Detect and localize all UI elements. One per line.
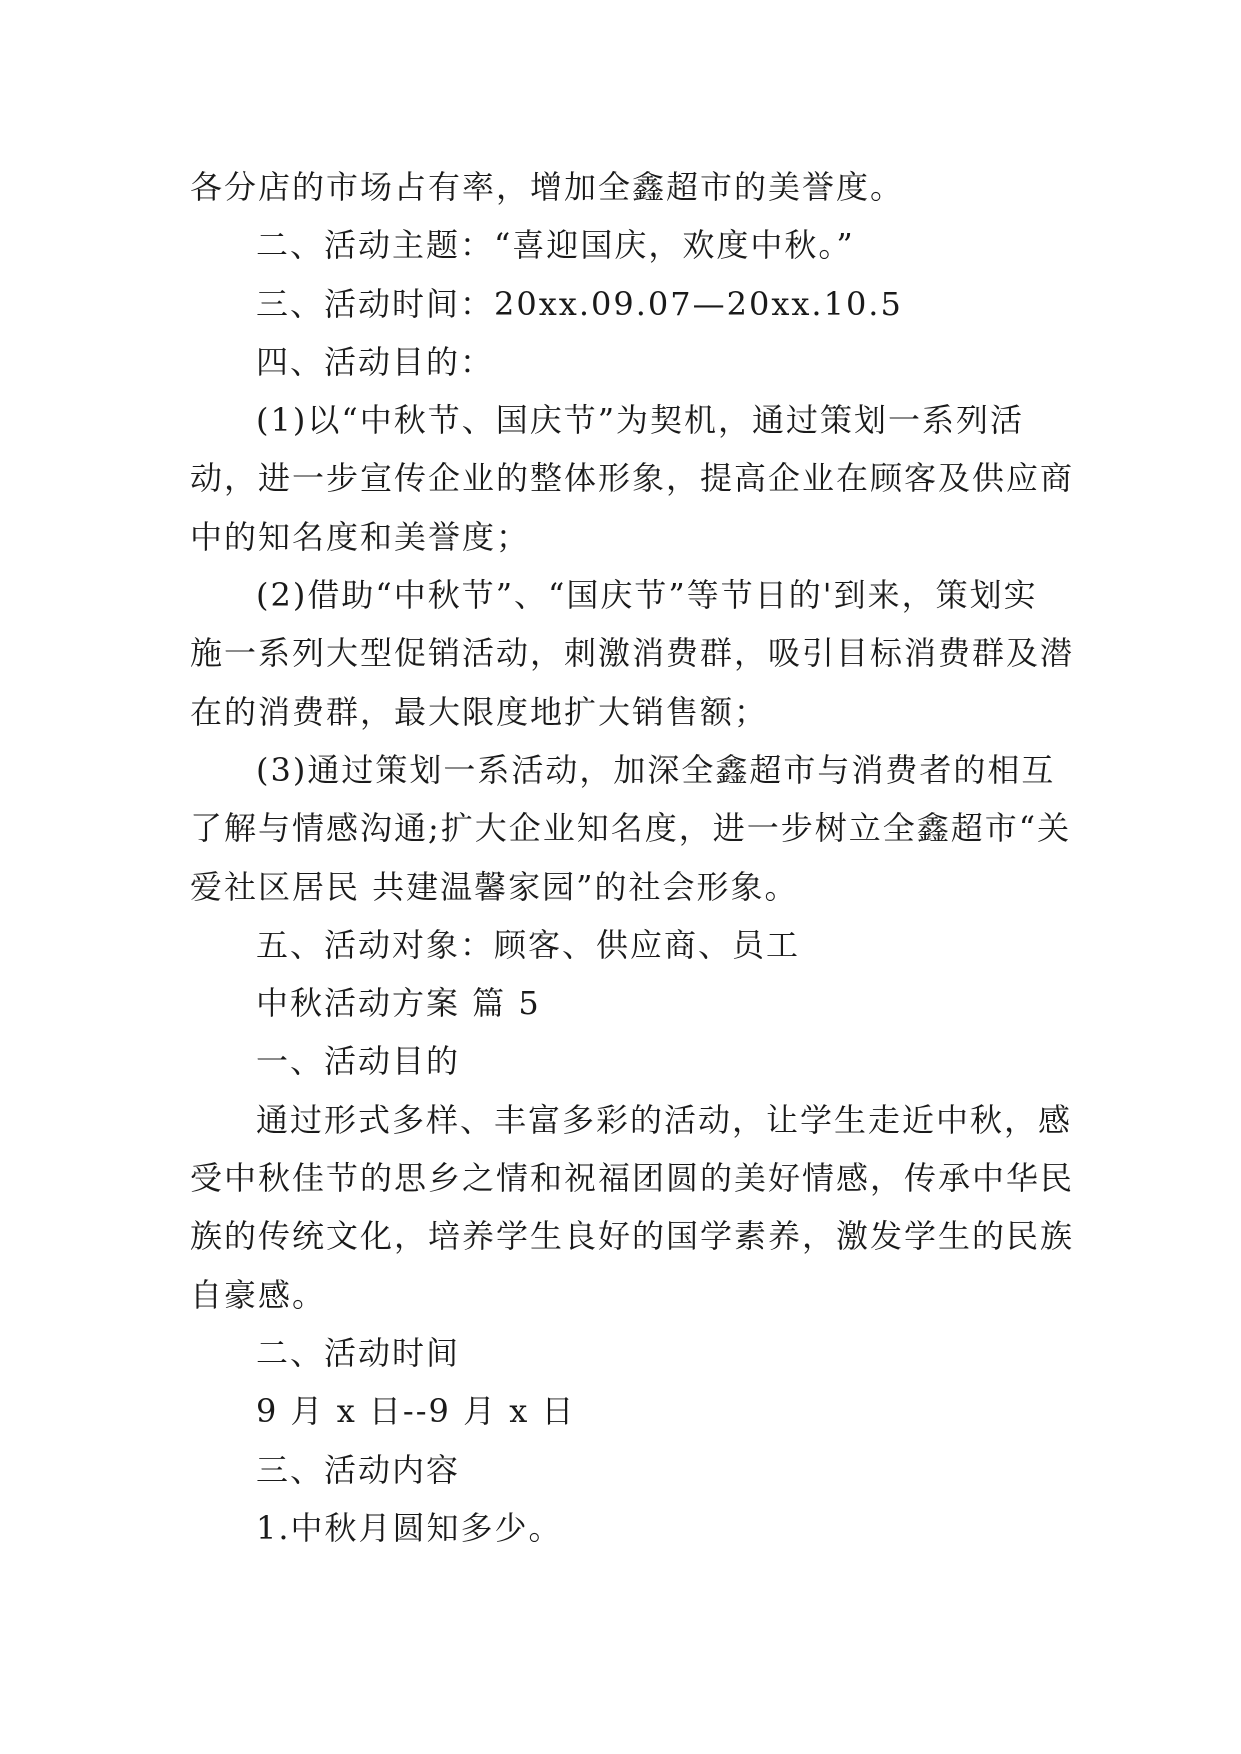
- section-heading: 中秋活动方案 篇 5: [256, 984, 541, 1023]
- text-line: 四、活动目的：: [256, 342, 495, 381]
- text-line: 中的知名度和美誉度；: [190, 517, 531, 556]
- text-line: 二、活动主题：“喜迎国庆，欢度中秋。”: [256, 226, 855, 265]
- document-body: [190, 158, 1075, 1557]
- text-line: (2)借助“中秋节”、“国庆节”等节日的'到来，策划实: [256, 576, 1038, 615]
- text-line: 各分店的市场占有率，增加全鑫超市的美誉度。: [190, 168, 905, 206]
- text-line: 爱社区居民 共建温馨家园”的社会形象。: [190, 867, 799, 906]
- text-line: 受中秋佳节的思乡之情和祝福团圆的美好情感，传承中华民: [190, 1159, 1075, 1198]
- text-line: 一、活动目的: [256, 1042, 461, 1081]
- text-line: 1.中秋月圆知多少。: [256, 1508, 563, 1547]
- text-line: 五、活动对象：顾客、供应商、员工: [256, 925, 801, 964]
- text-line: 三、活动内容: [256, 1450, 461, 1489]
- text-line: 了解与情感沟通;扩大企业知名度，进一步树立全鑫超市“关: [190, 809, 1072, 848]
- text-line: 在的消费群，最大限度地扩大销售额；: [190, 692, 769, 731]
- text-line: 族的传统文化，培养学生良好的国学素养，激发学生的民族: [190, 1217, 1075, 1256]
- text-line: (3)通过策划一系活动，加深全鑫超市与消费者的相互: [256, 750, 1056, 789]
- text-line: 施一系列大型促销活动，刺激消费群，吸引目标消费群及潜: [190, 634, 1075, 673]
- text-line: 9 月 x 日--9 月 x 日: [256, 1392, 576, 1431]
- text-line: 动，进一步宣传企业的整体形象，提高企业在顾客及供应商: [190, 459, 1075, 498]
- text-line: 三、活动时间：20xx.09.07—20xx.10.5: [256, 284, 903, 323]
- text-line: (1)以“中秋节、国庆节”为契机，通过策划一系列活: [256, 401, 1025, 440]
- text-line: 自豪感。: [190, 1275, 327, 1314]
- text-line: 通过形式多样、丰富多彩的活动，让学生走近中秋，感: [256, 1100, 1073, 1139]
- text-line: 二、活动时间: [256, 1333, 461, 1372]
